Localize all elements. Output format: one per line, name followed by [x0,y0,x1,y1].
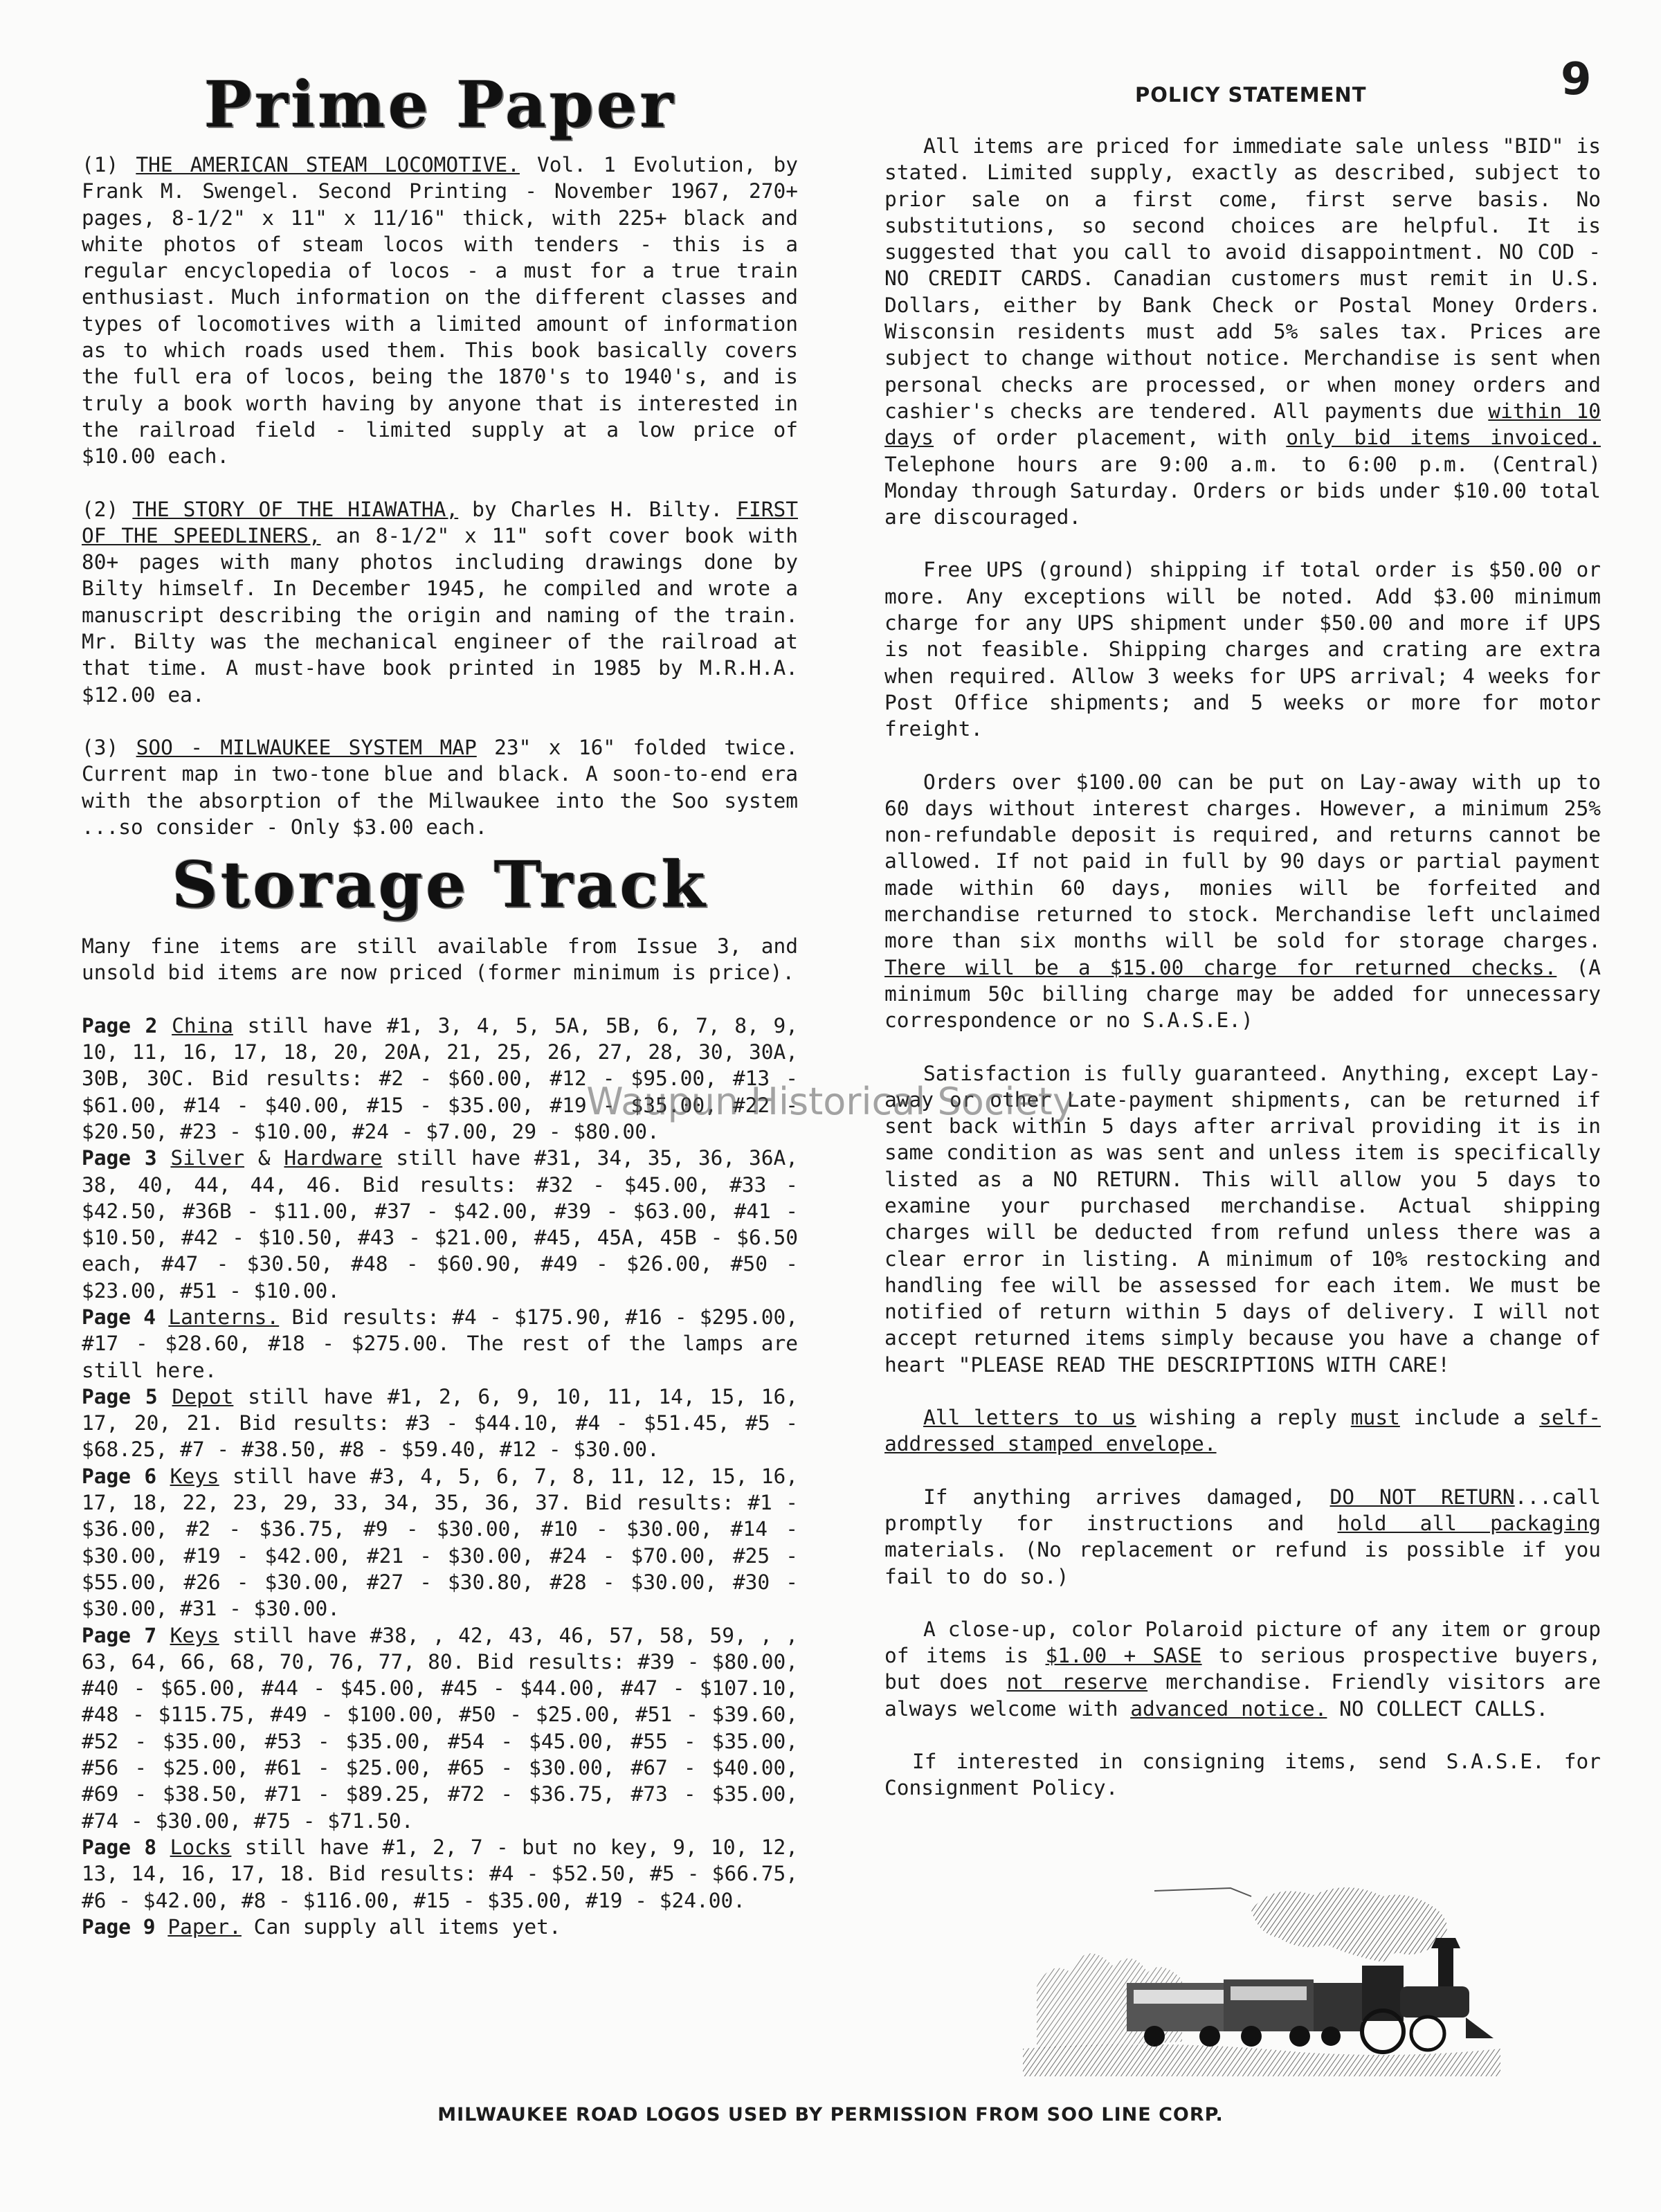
entry-text: still have #31, 34, 35, 36, 36A, 38, 40, 44, 44, 46. Bid results: #32 - $45.00, #33 - $42.50, #36B - $11.00, #37 - $42.00, #39 - $63.00, #41 - $10.50, #42 - $10.50, #43 - $21.00, #45, 45A, 45B - $6.50 each, #47 - $30.50, #48 - $60.90, #49 - $26.00, #50 - $23.00, #51 - $10.00. [82,1146,798,1303]
entry-category: Lanterns. [168,1305,280,1329]
item-title: THE STORY OF THE HIAWATHA, [132,497,459,521]
storage-intro: Many fine items are still available from Issue 3, and unsold bid items are now priced (former minimum is price). [82,934,798,985]
entry-text: still have #38, , 42, 43, 46, 57, 58, 59, , , 63, 64, 66, 68, 70, 76, 77, 80. Bid results: #39 - $80.00, #40 - $65.00, #44 - $45.00, #45 - $44.00, #47 - $107.10, #48 - $115.75, #49 - $100.00, #50 - $25.00, #51 - $39.60, #52 - $35.00, #53 - $35.00, #54 - $45.00, #55 - $35.00, #56 - $25.00, #61 - $25.00, #65 - $30.00, #67 - $40.00, #69 - $38.50, #71 - $89.25, #72 - $36.75, #73 - $35.00, #74 - $30.00, #75 - $71.50. [82,1623,799,1833]
watermark: Waupun Historical Society [586,1080,1075,1123]
policy-emphasis: self-addressed stamped envelope. [884,1406,1601,1456]
storage-entry [82,1834,798,1914]
entry-text: still have #1, 3, 4, 5, 5A, 5B, 6, 7, 8, 9, 10, 11, 16, 17, 18, 20, 20A, 21, 25, 26, 27, 28, 30, 30A, 30B, 30C. Bid results: #2 - $60.00, #12 - $95.00, #13 - $61.00, #14 - $40.00, #15 - $35.00, #19 - $35.00, #22 - $20.50, #23 - $10.00, #24 - $7.00, 29 - $80.00. [82,1013,798,1143]
policy-text: of order placement, with [934,426,1287,450]
entry-category: Keys [170,1464,219,1488]
storage-entry [82,1463,798,1622]
policy-text: to serious prospective buyers, but does [884,1644,1601,1694]
policy-text: wishing a reply [1136,1406,1351,1430]
entry-category: Silver [170,1146,245,1170]
item-paragraph-2 [82,496,798,708]
entry-category: Locks [170,1835,232,1859]
entry-page: Page 5 [82,1384,158,1408]
policy-emphasis: within 10 days [884,399,1601,450]
entry-page: Page 4 [82,1305,156,1329]
storage-entry [82,1145,798,1304]
entry-page: Page 7 [82,1623,157,1647]
prime-paper-heading: Prime Paper [203,67,676,142]
policy-emphasis: hold all packaging [1337,1511,1601,1535]
policy-emphasis: All letters to us [923,1406,1136,1430]
policy-shipping-paragraph: Free UPS (ground) shipping if total order is $50.00 or more. Any exceptions will be noted. Add $3.00 minimum charge for any UPS shipment under $50.00 and more if UPS is not feasible. Shipping charges and crating are extra when required. Allow 3 weeks for UPS arrival; 4 weeks for Post Office shipments; and 5 weeks or more for motor freight. [884,558,1601,741]
item-number: (2) [82,497,133,521]
entry-page: Page 6 [82,1464,157,1488]
entry-page: Page 2 [82,1013,158,1037]
policy-text: A close-up, color Polaroid picture of any item or group of items is [884,1617,1601,1668]
policy-text: Orders over $100.00 can be put on Lay-away with up to 60 days without interest charges. However, a minimum 25% non-refundable deposit is required, and returns cannot be allowed. If not paid in full by 90 days or partial payment made within 60 days, monies will be forfeited and merchandise returned to stock. Merchandise left unclaimed more than six months will be sold for storage charges. [884,770,1601,953]
entry-category: Keys [170,1623,219,1647]
policy-text: (A minimum 50c billing charge may be added for unnecessary correspondence or no S.A.S.E.) [884,955,1601,1033]
policy-emphasis: must [1350,1406,1400,1430]
policy-pricing-paragraph [884,133,1601,530]
storage-entry [82,1013,798,1145]
policy-text: All items are priced for immediate sale unless "BID" is stated. Limited supply, exactly as described, subject to prior sale on a first come, first serve basis. No substitutions, so second choices are helpful. It is suggested that you call to avoid disappointment. NO COD - NO CREDIT CARDS. Canadian customers must remit in U.S. Dollars, either by Bank Check or Postal Money Orders. Wisconsin residents must add 5% sales tax. Prices are subject to change without notice. Merchandise is sent when personal checks are processed, or when money orders and cashier's checks are tendered. All payments due [884,134,1601,423]
item-title: THE AMERICAN STEAM LOCOMOTIVE. [136,153,520,176]
item-paragraph-3 [82,734,798,840]
policy-text: If anything arrives damaged, [923,1485,1330,1509]
item-subtitle: FIRST OF THE SPEEDLINERS, [82,497,798,547]
entry-text: still have #1, 2, 7 - but no key, 9, 10, 12, 13, 14, 16, 17, 18. Bid results: #4 - $52.50, #5 - $66.75, #6 - $42.00, #8 - $116.00, #15 - $35.00, #19 - $24.00. [82,1835,798,1912]
policy-consignment-paragraph: If interested in consigning items, send S.A.S.E. for Consignment Policy. [884,1750,1601,1800]
item-paragraph-1 [82,152,798,470]
policy-text: ...call promptly for instructions and [884,1485,1601,1535]
policy-text: merchandise. Friendly visitors are always welcome with [884,1670,1601,1721]
policy-letters-paragraph [884,1404,1601,1458]
policy-text: NO COLLECT CALLS. [1327,1696,1549,1721]
item-number: (1) [82,153,136,176]
entry-category-2: Hardware [284,1146,383,1170]
item-number: (3) [82,735,136,759]
storage-track-heading: Storage Track [172,847,708,923]
policy-returns-paragraph: Satisfaction is fully guaranteed. Anything, except Lay-away or other Late-payment shipments, can be returned if sent back within 5 days after arrival providing it is in same condition as was sent and unless item is specifically listed as a NO RETURN. This will allow you 5 days to examine your purchased merchandise. Actual shipping charges will be deducted from refund unless there was a clear error in listing. A minimum of 10% restocking and handling fee will be assessed for each item. We must be notified of return within 5 days of delivery. I will not accept returned items simply because you have a change of heart "PLEASE READ THE DESCRIPTIONS WITH CARE! [884,1061,1601,1377]
item-description: 23" x 16" folded twice. Current map in two-tone blue and black. A soon-to-end era with the absorption of the Milwaukee into the Soo system ...so consider - Only $3.00 each. [82,735,798,839]
storage-entry [82,1304,798,1384]
policy-emphasis: only bid items invoiced. [1286,426,1601,450]
entry-page: Page 9 [82,1914,156,1939]
item-author: by Charles H. Bilty. [458,497,737,521]
page-number: 9 [1561,54,1592,105]
storage-entry [82,1914,798,1940]
storage-entry [82,1384,798,1463]
policy-text: Telephone hours are 9:00 a.m. to 6:00 p.m. (Central) Monday through Saturday. Orders or bids under $10.00 total are discouraged. [884,452,1601,529]
policy-text: materials. (No replacement or refund is possible if you fail to do so.) [884,1538,1601,1588]
entry-page: Page 8 [82,1835,157,1859]
entry-category: Paper. [167,1914,242,1939]
entry-category: Depot [172,1384,234,1408]
entry-page: Page 3 [82,1146,157,1170]
entry-text: still have #3, 4, 5, 6, 7, 8, 11, 12, 15, 16, 17, 18, 22, 23, 29, 33, 34, 35, 36, 37. Bid results: #1 - $36.00, #2 - $36.75, #9 - $30.00, #10 - $30.00, #14 - $30.00, #19 - $42.00, #21 - $30.00, #24 - $70.00, #25 - $55.00, #26 - $30.00, #27 - $30.80, #28 - $30.00, #30 - $30.00, #31 - $30.00. [82,1464,799,1621]
right-column [884,133,1601,1802]
policy-emphasis: There will be a $15.00 charge for returned checks. [884,955,1557,979]
item-title: SOO - MILWAUKEE SYSTEM MAP [136,735,477,759]
item-description: Vol. 1 Evolution, by Frank M. Swengel. Second Printing - November 1967, 270+ pages, 8-1/2" x 11" x 11/16" thick, with 225+ black and white photos of steam locos with tenders - this is a regular encyclopedia of locos - a must for a true train enthusiast. Much information on the different classes and types of locomotives with a limited amount of information as to which roads used them. This book basically covers the full era of locos, being the 1870's to 1940's, and is truly a book worth having by anyone that is interested in the railroad field - limited supply at a low price of $10.00 each. [82,153,798,469]
policy-polaroid-paragraph [884,1616,1601,1722]
item-description: an 8-1/2" x 11" soft cover book with 80+ pages with many photos including drawings done by Bilty himself. In December 1945, he compiled and wrote a manuscript describing the origin and naming of the train. Mr. Bilty was the mechanical engineer of the railroad at that time. A must-have book printed in 1985 by M.R.H.A. $12.00 ea. [82,523,798,707]
entry-category: China [172,1013,233,1037]
policy-emphasis: advanced notice. [1130,1696,1327,1721]
policy-text: include a [1399,1406,1540,1430]
entry-text: Bid results: #4 - $175.90, #16 - $295.00, #17 - $28.60, #18 - $275.00. The rest of the lamps are still here. [82,1305,798,1382]
steam-train-engraving-icon [1023,1883,1500,2076]
entry-text: still have #1, 2, 6, 9, 10, 11, 14, 15, 16, 17, 20, 21. Bid results: #3 - $44.10, #4 - $51.45, #5 - $68.25, #7 - #38.50, #8 - $59.40, #12 - $30.00. [82,1384,798,1462]
storage-entry [82,1622,798,1834]
policy-layaway-paragraph [884,769,1601,1034]
policy-damage-paragraph [884,1484,1601,1590]
entry-amp: & [244,1146,284,1170]
policy-statement-heading: POLICY STATEMENT [1135,83,1367,107]
storage-entries [82,1013,798,1940]
policy-emphasis: DO NOT RETURN [1329,1485,1515,1509]
policy-emphasis: $1.00 + SASE [1045,1644,1202,1668]
footer-credit: MILWAUKEE ROAD LOGOS USED BY PERMISSION FROM SOO LINE CORP. [437,2104,1224,2125]
policy-emphasis: not reserve [1006,1670,1148,1694]
left-column [82,67,799,1940]
entry-text: Can supply all items yet. [241,1914,561,1939]
